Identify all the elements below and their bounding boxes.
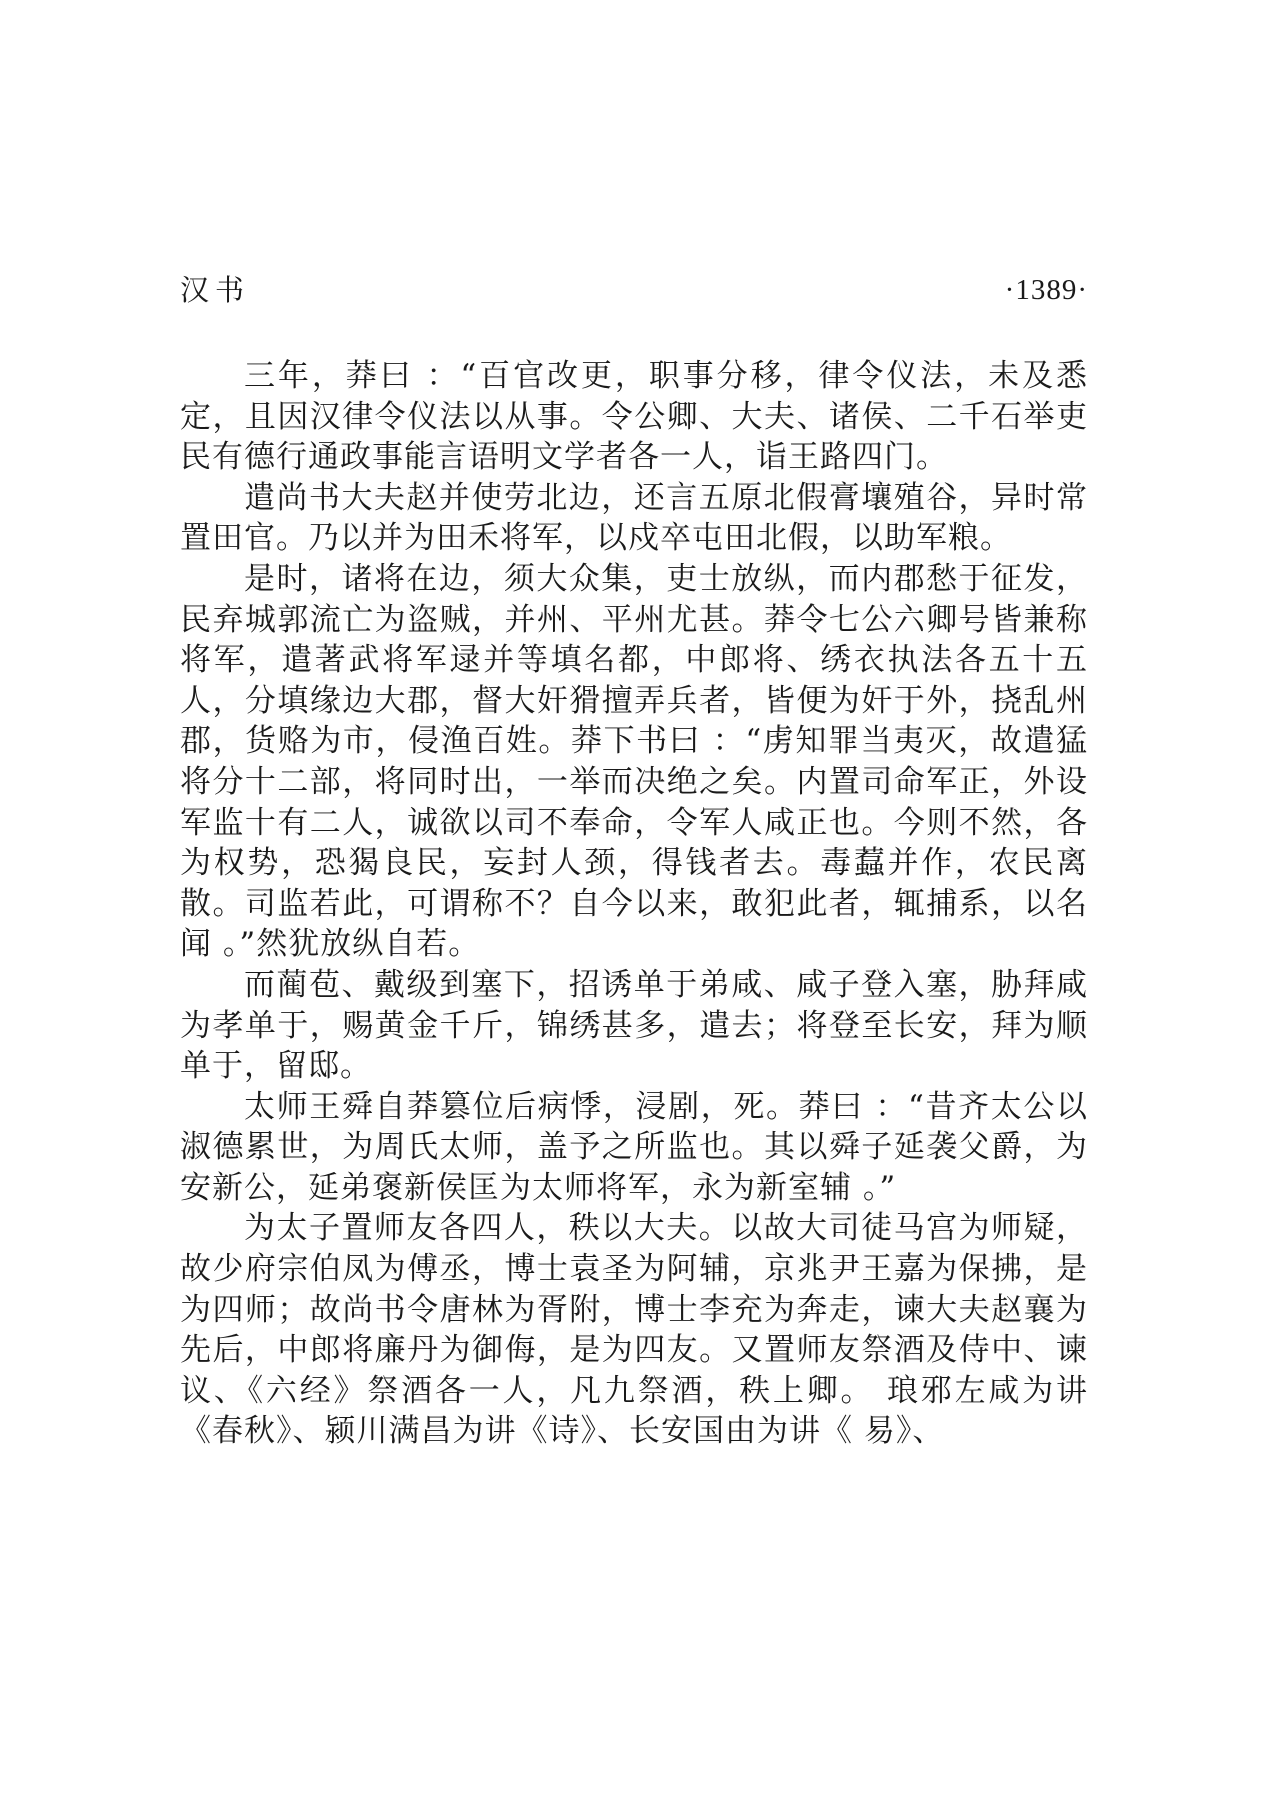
book-title: 汉书 bbox=[180, 273, 251, 307]
page-header bbox=[180, 268, 1088, 312]
page-number: ·1389· bbox=[1004, 274, 1088, 306]
paragraph: 遣尚书大夫赵并使劳北边，还言五原北假膏壤殖谷，异时常置田官。乃以并为田禾将军，以戍卒屯田北假，以助军粮。 bbox=[180, 479, 1088, 557]
paragraph: 而蔺苞、戴级到塞下，招诱单于弟咸、咸子登入塞，胁拜咸为孝单于，赐黄金千斤，锦绣甚多，遣去；将登至长安，拜为顺单于，留邸。 bbox=[180, 966, 1088, 1085]
paragraph: 太师王舜自莽篡位后病悸，浸剧，死。莽曰 ：“昔齐太公以淑德累世，为周氏太师，盖予之所监也。其以舜子延袭父爵，为安新公，延弟褒新侯匡为太师将军，永为新室辅 。” bbox=[180, 1088, 1088, 1206]
paragraph: 是时，诸将在边，须大众集，吏士放纵，而内郡愁于征发，民弃城郭流亡为盗贼，并州、平州尤甚。莽令七公六卿号皆兼称将军，遣著武将军逯并等填名都，中郎将、绣衣执法各五十五人，分填缘边大郡，督大奸猾擅弄兵者，皆便为奸于外，挠乱州郡，货赂为市，侵渔百姓。莽下书曰 ：“虏知罪当夷灭，故遣猛将分十二部，将同时出，一举而决绝之矣。内置司命军正，外设军监十有二人，诚欲以司不奉命，令军人咸正也。今则不然，各为权势，恐猲良民，妄封人颈，得钱者去。毒蠚并作，农民离散。司监若此，可谓称不？自今以来，敢犯此者，辄捕系，以名闻 。”然犹放纵自若。 bbox=[180, 560, 1088, 963]
paragraph: 为太子置师友各四人，秩以大夫。以故大司徒马宫为师疑，故少府宗伯凤为傅丞，博士袁圣为阿辅，京兆尹王嘉为保拂，是为四师；故尚书令唐林为胥附，博士李充为奔走，谏大夫赵襄为先后，中郎将廉丹为御侮，是为四友。又置师友祭酒及侍中、谏议、《六经》祭酒各一人，凡九祭酒，秩上卿。 琅邪左咸为讲《春秋》、颍川满昌为讲《诗》、长安国由为讲《 易》、 bbox=[180, 1210, 1088, 1450]
paragraph: 三年，莽曰 ：“百官改更，职事分移，律令仪法，未及悉定，且因汉律令仪法以从事。令公卿、大夫、诸侯、二千石举吏民有德行通政事能言语明文学者各一人，诣王路四门。 bbox=[180, 358, 1088, 476]
body-text bbox=[180, 356, 1088, 1452]
